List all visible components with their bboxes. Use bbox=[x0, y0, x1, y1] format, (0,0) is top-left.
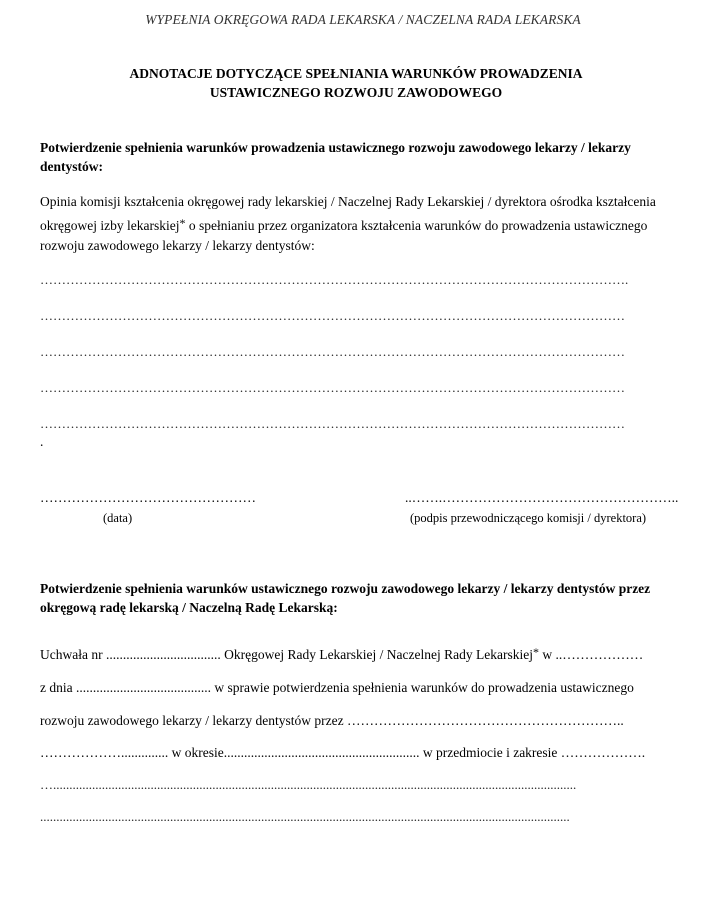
dotted-line-3[interactable]: ……………………………………………………………………………………………………………………… bbox=[40, 344, 625, 359]
section2-heading: Potwierdzenie spełnienia warunków ustawicznego rozwoju zawodowego lekarzy / lekarzy dentystów przez okręgową radę lekarską / Naczelną Radę Lekarską: bbox=[40, 581, 651, 615]
section1-paragraph-part1: Opinia komisji kształcenia okręgowej rady lekarskiej / Naczelnej Rady Lekarskiej / dyrektora ośrodka kształcenia okręgowej izby lekarskiej bbox=[40, 194, 656, 233]
organizer-line[interactable]: rozwoju zawodowego lekarzy / lekarzy dentystów przez …………………………………………………….. bbox=[40, 713, 624, 728]
date-line[interactable]: z dnia ........................................ w sprawie potwierdzenia spełnienia warunków do prowadzenia ustawicznego bbox=[40, 680, 634, 695]
document-title-line1: ADNOTACJE DOTYCZĄCE SPEŁNIANIA WARUNKÓW PROWADZENIA bbox=[129, 66, 583, 81]
resolution-line[interactable] bbox=[40, 645, 643, 663]
section1-paragraph-part2: o spełnianiu przez organizatora kształcenia warunków do prowadzenia ustawicznego rozwoju zawodowego lekarzy / lekarzy dentystów: bbox=[40, 217, 648, 253]
footnote-star: * bbox=[179, 215, 186, 230]
footnote-star-2: * bbox=[532, 645, 539, 659]
section1-paragraph bbox=[40, 192, 675, 257]
dotted-line-4[interactable]: ……………………………………………………………………………………………………………………… bbox=[40, 380, 625, 395]
document-title-line2: USTAWICZNEGO ROZWOJU ZAWODOWEGO bbox=[209, 85, 503, 100]
date-field[interactable]: ………………………………………… bbox=[40, 490, 256, 505]
page-header: WYPEŁNIA OKRĘGOWA RADA LEKARSKA / NACZELNA RADA LEKARSKA bbox=[145, 12, 581, 27]
signature-label: (podpis przewodniczącego komisji / dyrektora) bbox=[410, 511, 647, 525]
resolution-text-a: Uchwała nr .................................. Okręgowej Rady Lekarskiej / Naczelnej Rady Lekarskiej bbox=[40, 647, 533, 662]
trailing-dot: . bbox=[40, 434, 44, 449]
date-label: (data) bbox=[103, 511, 133, 525]
resolution-text-b: w ..……………… bbox=[538, 647, 644, 662]
period-line[interactable]: ……………….............. w okresie.......................................................... w przedmiocie i zakresie ………………. bbox=[40, 745, 646, 760]
dotted-line-6[interactable]: …................................................................................................................................................................. bbox=[40, 777, 577, 792]
section1-heading: Potwierdzenie spełnienia warunków prowadzenia ustawicznego rozwoju zawodowego lekarzy / lekarzy dentystów: bbox=[40, 140, 631, 174]
signature-field[interactable]: ..…….…………………………………………….. bbox=[405, 490, 679, 505]
dotted-line-2[interactable]: ……………………………………………………………………………………………………………………… bbox=[40, 308, 625, 323]
dotted-line-7[interactable]: ................................................................................................................................................................... bbox=[40, 809, 570, 824]
dotted-line-5[interactable]: ……………………………………………………………………………………………………………………… bbox=[40, 416, 625, 431]
dotted-line-1[interactable]: ………………………………………………………………………………………………………………………. bbox=[40, 272, 629, 287]
